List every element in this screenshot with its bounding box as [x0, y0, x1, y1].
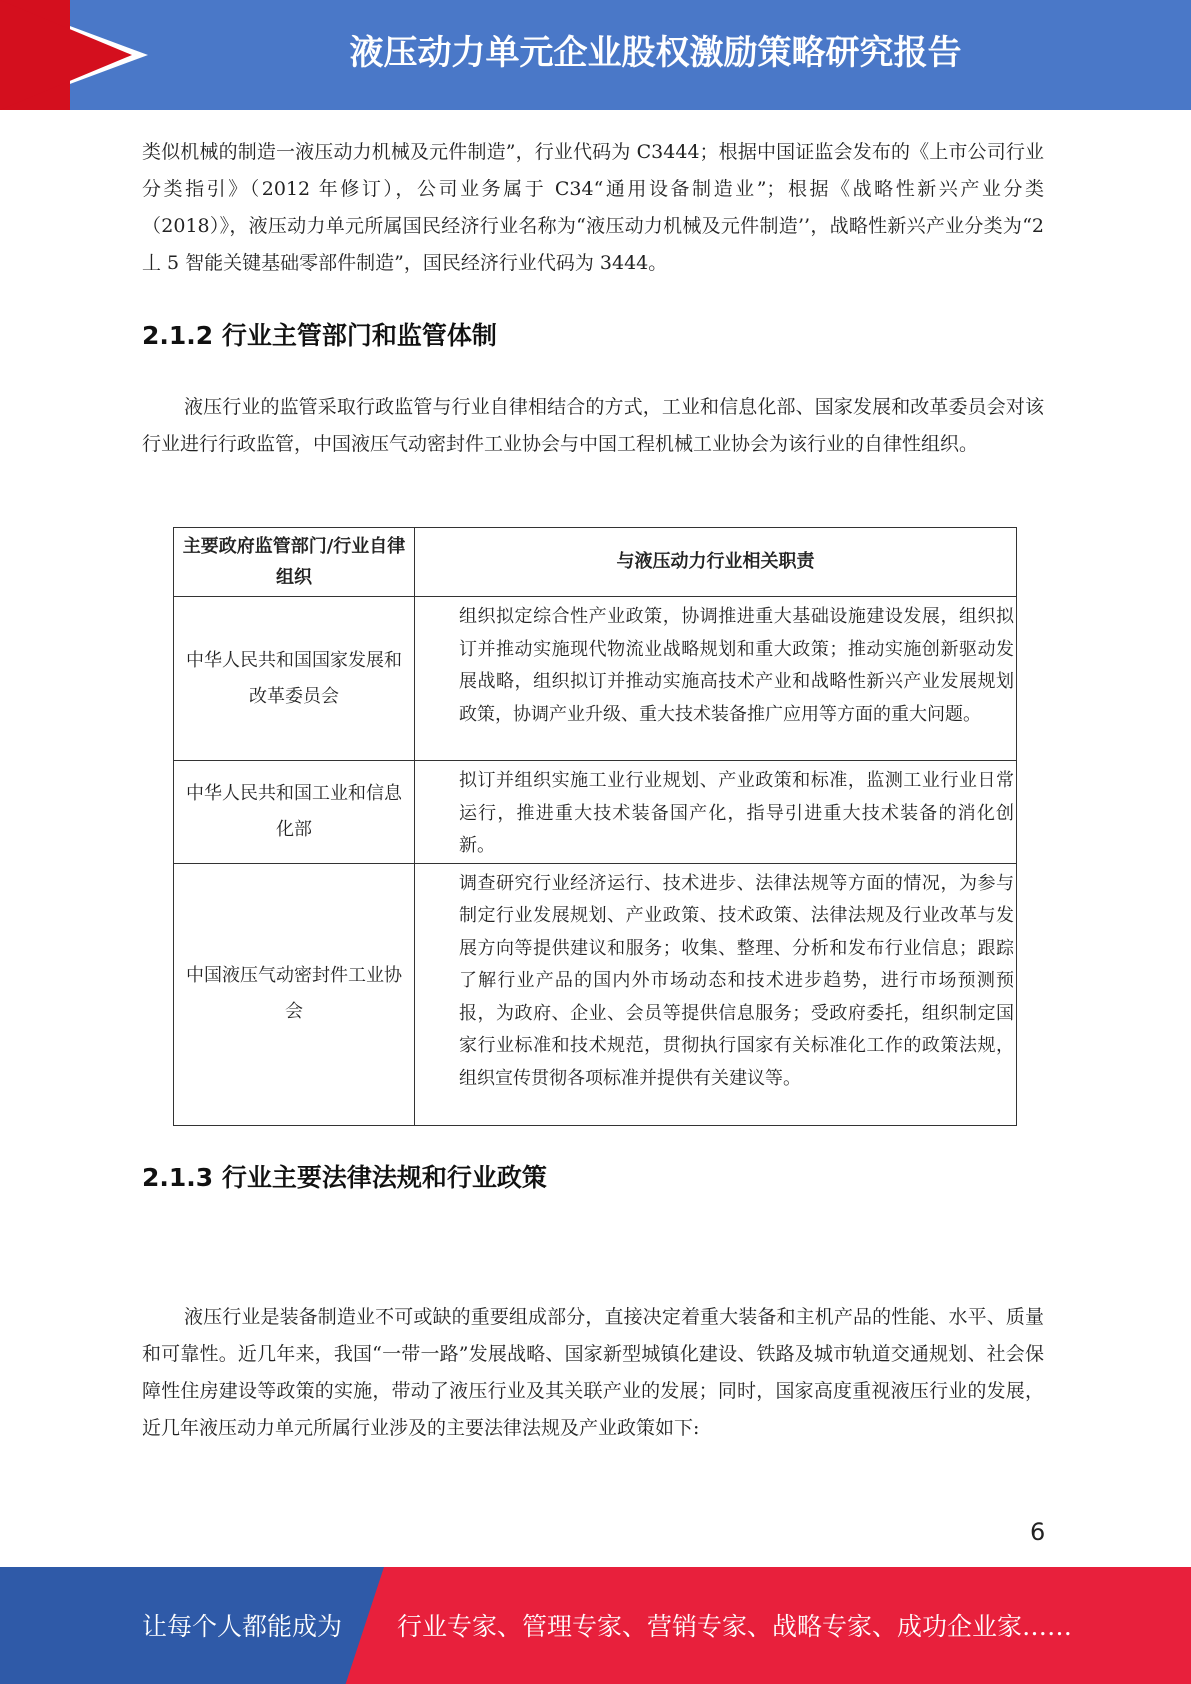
intro-paragraph: 类似机械的制造一液压动力机械及元件制造”，行业代码为 C3444；根据中国证监会发布的《上市公司行业分类指引》（2012 年修订），公司业务属于 C34“通用设备制造业”；根据《战略性新兴产业分类（2018）》，液压动力单元所属国民经济行业名称为“液压动力机械及元件制造’’，战略性新兴产业分类为“2 丄 5 智能关键基础零部件制造”，国民经济行业代码为 3444。 — [142, 141, 1044, 274]
supervision-paragraph: 液压行业的监管采取行政监管与行业自律相结合的方式，工业和信息化部、国家发展和改革委员会对该行业进行行政监管，中国液压气动密封件工业协会与中国工程机械工业协会为该行业的自律性组织。 — [142, 396, 1044, 455]
page-number: 6 — [1030, 1518, 1046, 1546]
header-red-chevron — [0, 0, 132, 110]
table-cell-org: 中华人民共和国国家发展和改革委员会 — [174, 597, 415, 761]
table-row — [174, 863, 1017, 1125]
table-cell-org: 中国液压气动密封件工业协会 — [174, 863, 415, 1125]
footer-banner — [0, 1567, 1191, 1684]
policy-paragraph: 液压行业是装备制造业不可或缺的重要组成部分，直接决定着重大装备和主机产品的性能、水平、质量和可靠性。近几年来，我国“一带一路”发展战略、国家新型城镇化建设、铁路及城市轨道交通规划、社会保障性住房建设等政策的实施，带动了液压行业及其关联产业的发展；同时，国家高度重视液压行业的发展，近几年液压动力单元所属行业涉及的主要法律法规及产业政策如下: — [142, 1306, 1044, 1439]
footer-slogan-left: 让每个人都能成为 — [142, 1612, 343, 1641]
table-cell-duty: 组织拟定综合性产业政策，协调推进重大基础设施建设发展，组织拟订并推动实施现代物流业战略规划和重大政策；推动实施创新驱动发展战略，组织拟订并推动实施高技术产业和战略性新兴产业发展规划政策，协调产业升级、重大技术装备推广应用等方面的重大问题。 — [415, 597, 1017, 761]
table-row — [174, 761, 1017, 864]
table-header-duty: 与液压动力行业相关职责 — [415, 528, 1017, 597]
table-cell-org: 中华人民共和国工业和信息化部 — [174, 761, 415, 864]
regulator-table — [173, 527, 1017, 1126]
table-cell-duty: 调查研究行业经济运行、技术进步、法律法规等方面的情况，为参与制定行业发展规划、产业政策、技术政策、法律法规及行业改革与发展方向等提供建议和服务；收集、整理、分析和发布行业信息；跟踪了解行业产品的国内外市场动态和技术进步趋势，进行市场预测预报，为政府、企业、会员等提供信息服务；受政府委托，组织制定国家行业标准和技术规范，贯彻执行国家有关标准化工作的政策法规，组织宣传贯彻各项标准并提供有关建议等。 — [415, 863, 1017, 1125]
footer-slogan-right: 行业专家、管理专家、营销专家、战略专家、成功企业家…… — [397, 1612, 1073, 1641]
section-heading-2-1-2: 2.1.2 行业主管部门和监管体制 — [142, 321, 497, 350]
table-row — [174, 597, 1017, 761]
table-cell-duty: 拟订并组织实施工业行业规划、产业政策和标准，监测工业行业日常运行，推进重大技术装备国产化，指导引进重大技术装备的消化创新。 — [415, 761, 1017, 864]
header-banner — [0, 0, 1191, 110]
table-header-org: 主要政府监管部门/行业自律组织 — [174, 528, 415, 597]
document-title: 液压动力单元企业股权激励策略研究报告 — [349, 33, 962, 73]
table-header-row — [174, 528, 1017, 597]
section-heading-2-1-3: 2.1.3 行业主要法律法规和行业政策 — [142, 1163, 547, 1192]
